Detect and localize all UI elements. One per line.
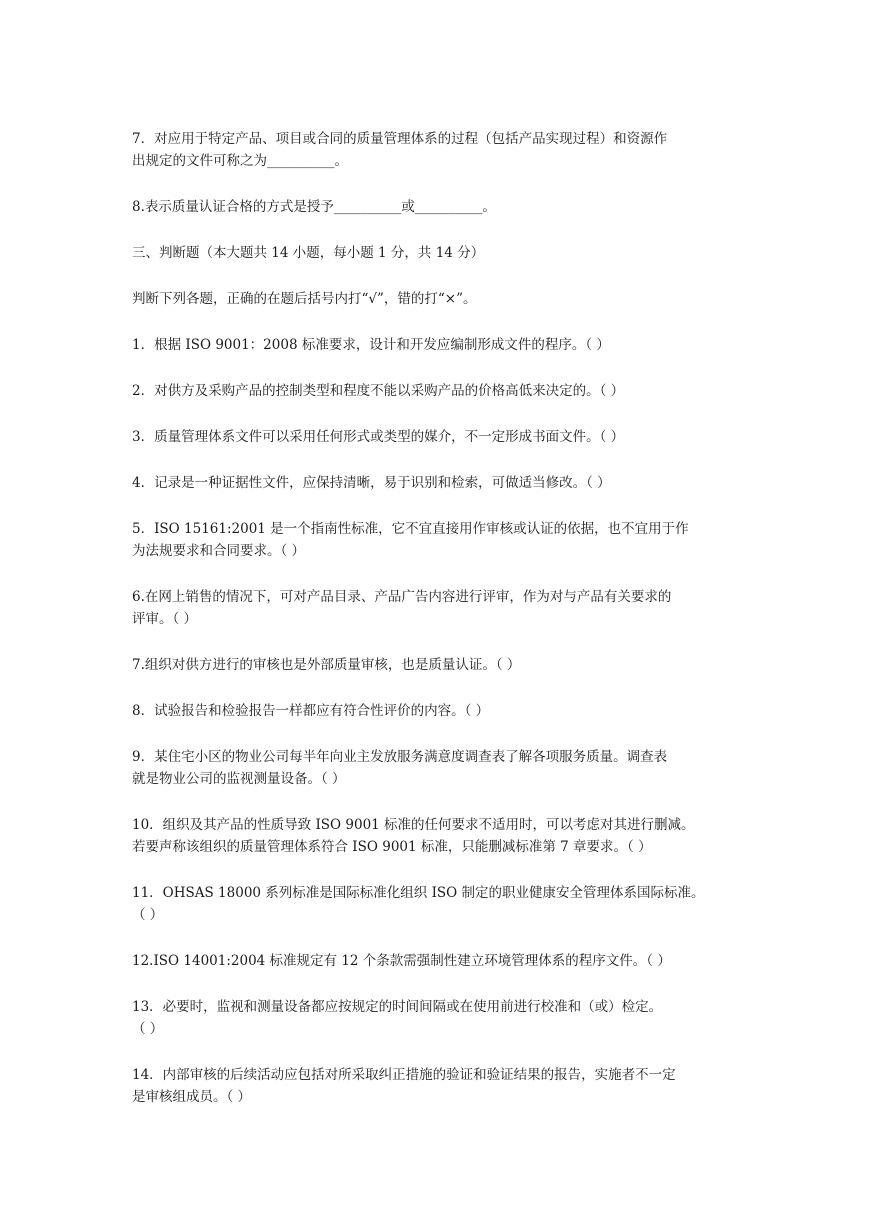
judgment-question-7 <box>132 654 742 676</box>
text-line: 出规定的文件可称之为__________。 <box>132 153 348 169</box>
judgment-question-6 <box>132 586 742 630</box>
text-line: 评审。（ ） <box>132 611 198 627</box>
text-line: 9．某住宅小区的物业公司每半年向业主发放服务满意度调查表了解各项服务质量。调查表 <box>132 749 668 765</box>
fill-in-question-8 <box>132 196 742 218</box>
document-content <box>132 128 742 1132</box>
judgment-question-2 <box>132 380 742 402</box>
judgment-question-5 <box>132 518 742 562</box>
text-line: 14．内部审核的后续活动应包括对所采取纠正措施的验证和验证结果的报告，实施者不一定 <box>132 1067 676 1083</box>
judgment-question-11 <box>132 882 742 926</box>
judgment-question-14 <box>132 1064 742 1108</box>
instruction: 判断下列各题，正确的在题后括号内打“√”，错的打“×”。 <box>132 291 477 307</box>
text-line: 为法规要求和合同要求。（ ） <box>132 543 306 559</box>
text-line: 13．必要时，监视和测量设备都应按规定的时间间隔或在使用前进行校准和（或）检定。 <box>132 999 663 1015</box>
text-line: 1．根据 ISO 9001：2008 标准要求，设计和开发应编制形成文件的程序。（ ） <box>132 337 610 353</box>
section-heading: 三、判断题（本大题共 14 小题，每小题 1 分，共 14 分） <box>132 245 485 261</box>
judgment-question-12 <box>132 950 742 972</box>
text-line: 若要声称该组织的质量管理体系符合 ISO 9001 标准，只能删减标准第 7 章要求。（ ） <box>132 839 652 855</box>
text-line: 6.在网上销售的情况下，可对产品目录、产品广告内容进行评审，作为对与产品有关要求的 <box>132 589 672 605</box>
text-line: 10．组织及其产品的性质导致 ISO 9001 标准的任何要求不适用时，可以考虑对其进行删减。 <box>132 817 695 833</box>
text-line: 8．试验报告和检验报告一样都应有符合性评价的内容。（ ） <box>132 703 490 719</box>
judgment-question-1 <box>132 334 742 356</box>
text-line: 7．对应用于特定产品、项目或合同的质量管理体系的过程（包括产品实现过程）和资源作 <box>132 131 668 147</box>
judgment-question-8 <box>132 700 742 722</box>
text-line: 12.ISO 14001:2004 标准规定有 12 个条款需强制性建立环境管理体系的程序文件。（ ） <box>132 953 671 969</box>
text-line: 是审核组成员。（ ） <box>132 1089 252 1105</box>
text-line: （ ） <box>132 1021 164 1037</box>
judgment-question-13 <box>132 996 742 1040</box>
judgment-question-3 <box>132 426 742 448</box>
judgment-question-4 <box>132 472 742 494</box>
judgment-question-10 <box>132 814 742 858</box>
text-line: 2．对供方及采购产品的控制类型和程度不能以采购产品的价格高低来决定的。（ ） <box>132 383 625 399</box>
text-line: 就是物业公司的监视测量设备。（ ） <box>132 771 346 787</box>
text-line: 3．质量管理体系文件可以采用任何形式或类型的媒介，不一定形成书面文件。（ ） <box>132 429 625 445</box>
text-line: 8.表示质量认证合格的方式是授予__________或__________。 <box>132 199 496 215</box>
text-line: 11．OHSAS 18000 系列标准是国际标准化组织 ISO 制定的职业健康安全管理体系国际标准。 <box>132 885 705 901</box>
text-line: 7.组织对供方进行的审核也是外部质量审核，也是质量认证。（ ） <box>132 657 521 673</box>
fill-in-question-7 <box>132 128 742 172</box>
text-line: （ ） <box>132 907 164 923</box>
text-line: 5．ISO 15161:2001 是一个指南性标准，它不宜直接用作审核或认证的依据，也不宜用于作 <box>132 521 689 537</box>
text-line: 4．记录是一种证据性文件，应保持清晰，易于识别和检索，可做适当修改。（ ） <box>132 475 611 491</box>
judgment-question-9 <box>132 746 742 790</box>
